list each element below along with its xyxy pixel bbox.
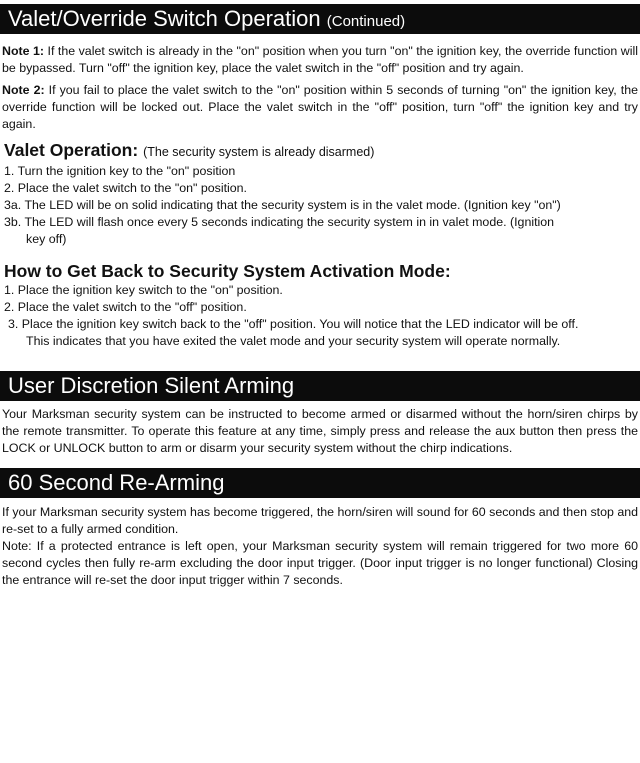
manual-page: [0, 4, 640, 763]
section-header-valet-override: [0, 4, 640, 34]
get-back-steps: [0, 282, 640, 350]
step-text: Place the ignition key switch back to the "off" position. You will notice that the LED indicator will be off. This indicates that you have exited the valet mode and your security system will operate normally.: [21, 317, 579, 348]
section-header-silent-arming: [0, 371, 640, 401]
heading-title: Valet Operation:: [4, 140, 139, 160]
list-item: [4, 163, 640, 180]
silent-arming-body: Your Marksman security system can be instructed to become armed or disarmed without the horn/siren chirps by the remote transmitter. To operate this feature at any time, simply press and release the aux button then press the LOCK or UNLOCK button to arm or disarm your security system without the chirp indications.: [2, 407, 638, 455]
list-item: [4, 299, 640, 316]
section-header-rearming: [0, 468, 640, 498]
note-text: If the valet switch is already in the "on" position when you turn "on" the ignition key, the override function will be bypassed. Turn "off" the ignition key, place the valet switch in the "off" position and try again.: [2, 44, 639, 75]
list-item: [4, 214, 640, 248]
heading-subtitle: (The security system is already disarmed): [143, 145, 375, 159]
section-continued-label: (Continued): [326, 13, 406, 30]
step-number: 1.: [4, 283, 15, 297]
valet-operation-heading: [4, 139, 640, 163]
note-label: Note 2:: [2, 83, 45, 97]
step-text: Place the valet switch to the "off" position.: [17, 300, 247, 314]
note-label: Note 1:: [2, 44, 45, 58]
list-item: [4, 180, 640, 197]
section-title: Valet/Override Switch Operation: [8, 6, 321, 31]
step-number: 2.: [4, 181, 15, 195]
section-title: User Discretion Silent Arming: [8, 373, 295, 398]
list-item: [4, 282, 640, 299]
note-text: If you fail to place the valet switch to the "on" position within 5 seconds of turning "on" the ignition key, the override function will be locked out. Place the valet switch in the "off" position, turn "off" the ignition key and try again.: [2, 83, 638, 131]
heading-title: How to Get Back to Security System Activation Mode:: [4, 261, 451, 281]
list-item: [4, 316, 640, 350]
step-number: 3.: [8, 317, 19, 331]
step-text: The LED will be on solid indicating that the security system is in the valet mode. (Ignition key "on"): [24, 198, 561, 212]
step-text: The LED will flash once every 5 seconds indicating the security system in in valet mode. (Ignition key off): [24, 215, 555, 246]
step-text: Turn the ignition key to the "on" position: [17, 164, 236, 178]
note-2: [2, 82, 638, 133]
step-number: 1.: [4, 164, 15, 178]
step-number: 3b.: [4, 215, 22, 229]
rearming-body: If your Marksman security system has become triggered, the horn/siren will sound for 60 seconds and then stop and re-set to a fully armed condition.: [2, 505, 638, 536]
list-item: [4, 197, 640, 214]
section-title: 60 Second Re-Arming: [8, 470, 225, 495]
rearming-note: Note: If a protected entrance is left open, your Marksman security system will remain triggered for two more 60 second cycles then fully re-arm excluding the door input trigger. (Door input trigger is no longer functional) Closing the entrance will re-set the door input trigger within 7 seconds.: [2, 539, 638, 587]
step-number: 3a.: [4, 198, 22, 212]
valet-operation-steps: [0, 163, 640, 248]
step-text: Place the ignition key switch to the "on" position.: [17, 283, 283, 297]
note-1: [2, 43, 638, 77]
step-text: Place the valet switch to the "on" position.: [17, 181, 247, 195]
step-number: 2.: [4, 300, 15, 314]
get-back-heading: [4, 260, 640, 282]
